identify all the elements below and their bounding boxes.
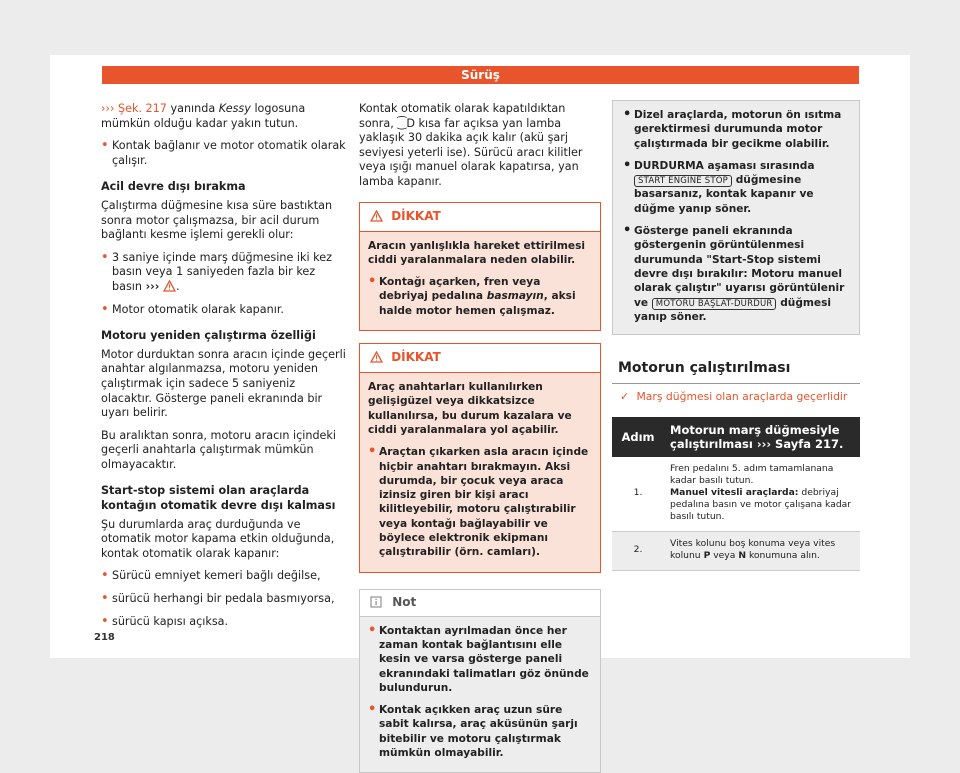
warning-header: DİKKAT [360, 203, 600, 232]
list-item: • 3 saniye içinde marş düğmesine iki kez basın veya 1 saniyeden fazla bir kez basın ››› . [101, 251, 346, 295]
list-item: • Gösterge paneli ekranında göstergenin görüntülenmesi durumunda "Start-Stop sistemi devre dışı bırakılır: Motoru manuel olarak çalıştır" uyarısı görüntülenir ve MOTORU BAŞLAT-DURDUR düğmesi yanıp söner. [623, 224, 851, 324]
table-row [612, 457, 860, 532]
paragraph: Motor durduktan sonra aracın içinde geçerli anahtar algılanmazsa, motoru yeniden çalıştırmak için sadece 5 saniyeniz olacaktır. Gösterge paneli ekranında bir uyarı belirir. [101, 347, 346, 420]
page-header: Sürüş [102, 66, 859, 84]
list-item: • sürücü kapısı açıksa. [101, 615, 346, 630]
table-header-row [612, 417, 860, 457]
info-box [612, 100, 860, 335]
paragraph: Çalıştırma düğmesine kısa süre bastıktan sonra motor çalışmazsa, bir acil durum bağlantı kesme işlemi gerekli olur: [101, 198, 333, 242]
list-item: • Motor otomatik olarak kapanır. [101, 303, 346, 318]
column-right [612, 100, 860, 571]
warning-header: DİKKAT [360, 344, 600, 373]
list-item: • Sürücü emniyet kemeri bağlı değilse, [101, 569, 346, 584]
warning-triangle-icon [163, 280, 176, 292]
list-item: • Kontak açıkken araç uzun süre sabit kalırsa, araç aküsünün şarjı bitebilir ve motoru çalıştırmak mümkün olmayabilir. [368, 703, 592, 760]
note-box [359, 589, 601, 773]
warning-triangle-icon [370, 351, 383, 363]
paragraph: Şu durumlarda araç durduğunda ve otomatik motor kapama etkin olduğunda, kontak otomatik olarak kapanır: [101, 517, 335, 560]
list-item: • sürücü herhangi bir pedala basmıyorsa, [101, 592, 346, 607]
warning-text: Aracın yanlışlıkla hareket ettirilmesi ciddi yaralanmalara neden olabilir. [368, 239, 586, 266]
subheading-restart: Motoru yeniden çalıştırma özelliği [101, 329, 316, 343]
warning-box [359, 343, 601, 573]
warning-text: Araç anahtarları kullanılırken gelişigüzel veya dikkatsizce kullanılırsa, bu durum kazalara ve ciddi yaralanmalara yol açabilir. [368, 381, 572, 436]
step-text: Vites kolunu boş konuma veya vites kolunu P veya N konumuna alın. [664, 531, 860, 570]
section-title: Motorun çalıştırılması [618, 360, 791, 377]
list-item: • DURDURMA aşaması sırasında START ENGINE STOP düğmesine basarsanız, kontak kapanır ve düğme yanıp söner. [623, 159, 851, 216]
subheading-start-stop: Start-stop sistemi olan araçlarda kontağın otomatik devre dışı kalması [101, 484, 336, 513]
table-row [612, 531, 860, 570]
table-header-desc: Motorun marş düğmesiyle çalıştırılması ››› Sayfa 217. [664, 417, 860, 457]
table-header-step: Adım [612, 417, 664, 457]
column-left [101, 102, 346, 637]
intro-paragraph: ››› Şek. 217 yanında Kessy logosuna mümkün olduğu kadar yakın tutun. [101, 102, 306, 130]
list-item: • Dizel araçlarda, motorun ön ısıtma gerektirmesi durumunda motor çalıştırmada bir gecikme olabilir. [623, 108, 851, 151]
side-light-icon: ⁐D [397, 116, 415, 130]
step-text: Fren pedalını 5. adım tamamlanana kadar basılı tutun. Manuel vitesli araçlarda: debriyaj pedalına basın ve motor çalışana kadar basılı tutun. [664, 457, 860, 532]
start-engine-stop-key: START ENGINE STOP [634, 175, 732, 187]
warning-triangle-icon [370, 210, 383, 222]
warning-box [359, 202, 601, 331]
figure-ref-link[interactable]: ››› Şek. 217 [101, 102, 167, 115]
steps-table [612, 417, 860, 571]
applicability-line: ✓ Marş düğmesi olan araçlarda geçerlidir [620, 390, 848, 404]
intro-paragraph: Kontak otomatik olarak kapatıldıktan sonra, ⁐D kısa far açıksa yan lamba yaklaşık 30 dakika açık kalır (akü şarj seviyesi yeterli ise). Sürücü aracı kilitler veya ışığı manuel olarak kapatırsa, yan lamba kapanır. [359, 102, 583, 188]
list-item: • Kontağı açarken, fren veya debriyaj pedalına basmayın, aksi halde motor hemen çalışmaz. [368, 275, 592, 318]
list-item: • Kontak bağlanır ve motor otomatik olarak çalışır. [101, 139, 346, 168]
subheading-emergency: Acil devre dışı bırakma [101, 180, 246, 194]
column-middle [359, 102, 601, 773]
list-item: • Araçtan çıkarken asla aracın içinde hiçbir anahtarı bırakmayın. Aksi durumda, bir çocuk veya araca izinsiz giren bir kişi aracı kilitleyebilir, motoru çalıştırabilir veya kontağı bağlayabilir ve böylece elektronik ekipmanı çalıştırabilir (örn. camları). [368, 445, 592, 559]
divider [612, 383, 860, 384]
page-number: 218 [94, 632, 115, 643]
paragraph: Bu aralıktan sonra, motoru aracın içindeki geçerli anahtarla çalıştırmak mümkün olmayacaktır. [101, 428, 337, 471]
info-icon [370, 596, 382, 608]
step-number: 1. [612, 457, 664, 532]
warning-ref-link[interactable]: ››› [145, 279, 160, 293]
checkmark-icon: ✓ [620, 390, 630, 404]
list-item: • Kontaktan ayrılmadan önce her zaman kontak bağlantısını elle kesin ve varsa gösterge paneli ekranındaki talimatları göz önünde bulundurun. [368, 624, 592, 695]
step-number: 2. [612, 531, 664, 570]
motor-start-stop-key: MOTORU BAŞLAT-DURDUR [652, 298, 777, 310]
note-header: Not [360, 590, 600, 617]
